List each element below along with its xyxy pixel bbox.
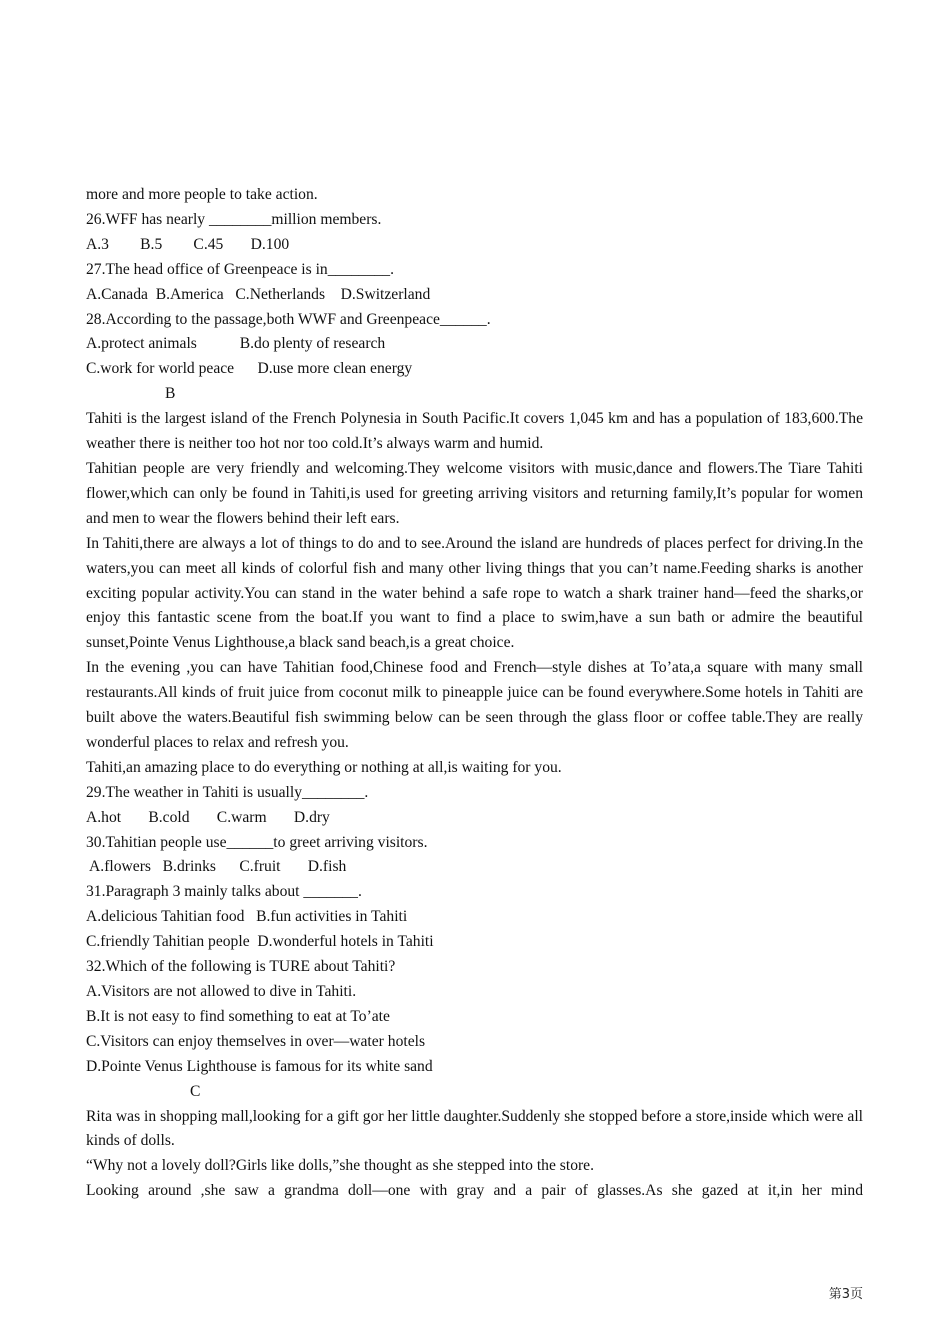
question-30-stem: 30.Tahitian people use______to greet arriving visitors. bbox=[86, 833, 428, 851]
question-27-options: A.Canada B.America C.Netherlands D.Switzerland bbox=[86, 285, 431, 303]
passage-c bbox=[86, 1105, 863, 1205]
document-body bbox=[86, 183, 863, 1204]
passage-b bbox=[86, 407, 863, 781]
passage-c-paragraph-2: “Why not a lovely doll?Girls like dolls,”she thought as she stepped into the store. bbox=[86, 1157, 594, 1175]
question-28-options-row-2: C.work for world peace D.use more clean energy bbox=[86, 360, 413, 378]
question-27-stem: 27.The head office of Greenpeace is in________. bbox=[86, 260, 395, 278]
question-31-stem: 31.Paragraph 3 mainly talks about _______. bbox=[86, 883, 362, 901]
passage-b-paragraph-3: In Tahiti,there are always a lot of things to do and to see.Around the island are hundreds of places perfect for driving.In the waters,you can meet all kinds of colorful fish and many other living things that you can’t name.Feeding sharks is another exciting popular activity.You can stand in the water behind a safe rope to watch a shark trainer hand—feed the sharks,or enjoy this fantastic scene from the boat.If you want to find a place to swim,have a sun bath or admire the beautiful sunset,Pointe Venus Lighthouse,a black sand beach,is a great choice. bbox=[86, 534, 863, 652]
passage-c-paragraph-3: Looking around ,she saw a grandma doll—one with gray and a pair of glasses.As she gazed at it,in her mind bbox=[86, 1182, 863, 1200]
question-26-stem: 26.WFF has nearly ________million members. bbox=[86, 210, 382, 228]
question-27 bbox=[86, 258, 863, 308]
question-28-stem: 28.According to the passage,both WWF and Greenpeace______. bbox=[86, 310, 491, 328]
question-29-stem: 29.The weather in Tahiti is usually________. bbox=[86, 783, 369, 801]
question-26 bbox=[86, 208, 863, 258]
question-31-options-row-1: A.delicious Tahitian food B.fun activities in Tahiti bbox=[86, 908, 408, 926]
question-32-option-d: D.Pointe Venus Lighthouse is famous for its white sand bbox=[86, 1057, 433, 1075]
question-32-option-a: A.Visitors are not allowed to dive in Tahiti. bbox=[86, 983, 357, 1000]
passage-b-paragraph-1: Tahiti is the largest island of the French Polynesia in South Pacific.It covers 1,045 km and has a population of 183,600.The weather there is neither too hot nor too cold.It’s always warm and humid. bbox=[86, 410, 863, 453]
page-number: 第3页 bbox=[828, 1287, 863, 1302]
question-30 bbox=[86, 831, 863, 881]
question-32-stem: 32.Which of the following is TURE about Tahiti? bbox=[86, 958, 396, 976]
question-29 bbox=[86, 781, 863, 831]
question-28 bbox=[86, 308, 863, 383]
question-26-options: A.3 B.5 C.45 D.100 bbox=[86, 235, 290, 253]
question-30-options: A.flowers B.drinks C.fruit D.fish bbox=[86, 858, 347, 876]
passage-b-paragraph-4: In the evening ,you can have Tahitian food,Chinese food and French—style dishes at To’ata,a square with many small restaurants.All kinds of fruit juice from coconut milk to pineapple juice can be found everywhere.Some hotels in Tahiti are built above the waters.Beautiful fish swimming below can be seen through the glass floor or coffee table.They are really wonderful places to relax and refresh you. bbox=[86, 659, 863, 751]
question-28-options-row-1: A.protect animals B.do plenty of research bbox=[86, 335, 386, 353]
passage-b-paragraph-2: Tahitian people are very friendly and welcoming.They welcome visitors with music,dance and flowers.The Tiare Tahiti flower,which can only be found in Tahiti,is used for greeting arriving visitors and returning family,It’s popular for women and men to wear the flowers behind their left ears. bbox=[86, 459, 863, 527]
passage-a-continuation: more and more people to take action. bbox=[86, 186, 318, 203]
section-c-heading: C bbox=[190, 1082, 201, 1100]
question-32-option-c: C.Visitors can enjoy themselves in over—water hotels bbox=[86, 1032, 426, 1050]
section-b-heading: B bbox=[165, 385, 176, 403]
question-31-options-row-2: C.friendly Tahitian people D.wonderful hotels in Tahiti bbox=[86, 933, 434, 951]
question-31 bbox=[86, 880, 863, 955]
question-29-options: A.hot B.cold C.warm D.dry bbox=[86, 808, 330, 826]
passage-c-paragraph-1: Rita was in shopping mall,looking for a gift gor her little daughter.Suddenly she stopped before a store,inside which were all kinds of dolls. bbox=[86, 1107, 863, 1150]
question-32 bbox=[86, 955, 863, 1080]
passage-b-paragraph-5: Tahiti,an amazing place to do everything or nothing at all,is waiting for you. bbox=[86, 758, 562, 776]
question-32-option-b: B.It is not easy to find something to eat at To’ate bbox=[86, 1007, 390, 1025]
